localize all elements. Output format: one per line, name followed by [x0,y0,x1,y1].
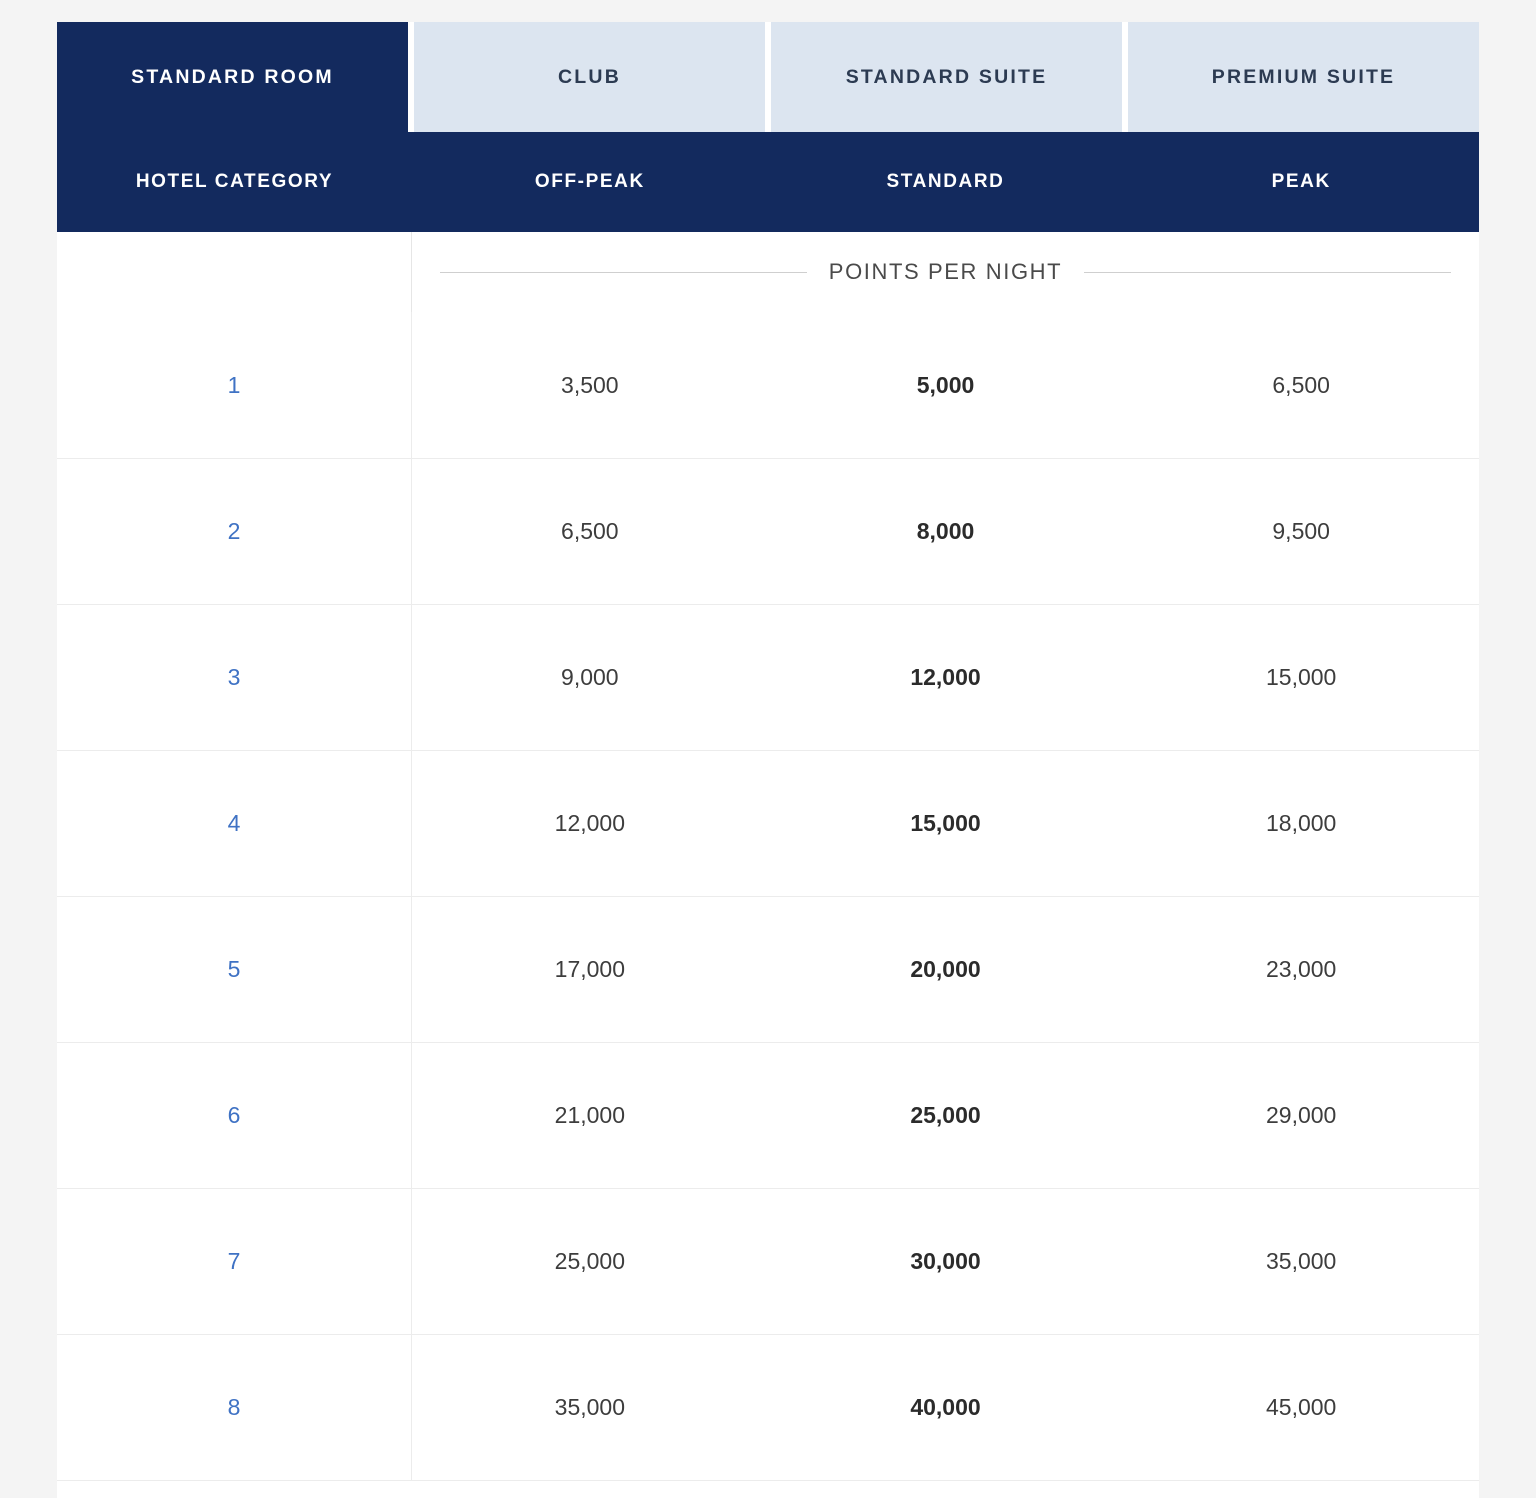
banner-content [412,232,1479,312]
cell-standard: 30,000 [910,1248,981,1274]
cell-peak: 18,000 [1266,810,1337,836]
banner-rule-right [1084,272,1451,273]
award-chart [57,22,1479,1498]
column-header-peak: PEAK [1271,171,1331,192]
category-link[interactable]: 5 [57,897,412,1042]
cell-peak: 23,000 [1266,956,1337,982]
cell-off-peak: 35,000 [554,1394,626,1420]
points-per-night-banner [57,232,1479,312]
tab-club[interactable] [414,22,765,132]
cell-peak: 9,500 [1272,518,1330,544]
cell-standard: 40,000 [910,1394,981,1420]
table-row [57,604,1479,750]
category-link[interactable]: 6 [57,1043,412,1188]
tab-standard-suite-label: STANDARD SUITE [845,65,1048,88]
table-row [57,896,1479,1042]
column-header-hotel-category: HOTEL CATEGORY [135,171,334,192]
table-row [57,1188,1479,1334]
cell-peak: 45,000 [1266,1394,1337,1420]
tab-standard-suite[interactable] [771,22,1122,132]
cell-off-peak: 6,500 [561,518,619,544]
category-link[interactable]: 7 [57,1189,412,1334]
cell-standard: 12,000 [910,664,981,690]
cell-standard: 8,000 [916,518,975,544]
cell-off-peak: 25,000 [554,1248,626,1274]
cell-off-peak: 9,000 [561,664,619,690]
table-row [57,458,1479,604]
tab-standard-room-label: STANDARD ROOM [131,65,334,88]
table-row [57,312,1479,458]
cell-standard: 25,000 [910,1102,981,1128]
cell-off-peak: 12,000 [554,810,626,836]
banner-rule-left [440,272,807,273]
table-footer-spacer [57,1480,1479,1498]
column-header-off-peak: OFF-PEAK [534,171,645,192]
cell-peak: 29,000 [1266,1102,1337,1128]
table-row [57,1042,1479,1188]
tab-premium-suite-label: PREMIUM SUITE [1211,65,1396,88]
cell-peak: 15,000 [1266,664,1337,690]
banner-empty-cell [57,232,412,312]
cell-off-peak: 17,000 [554,956,626,982]
tab-standard-room[interactable] [57,22,408,132]
banner-label: POINTS PER NIGHT [828,259,1063,284]
cell-off-peak: 21,000 [554,1102,626,1128]
category-link[interactable]: 3 [57,605,412,750]
category-link[interactable]: 2 [57,459,412,604]
category-link[interactable]: 1 [57,312,412,458]
cell-standard: 5,000 [916,371,975,398]
cell-peak: 6,500 [1272,371,1330,398]
tab-club-label: CLUB [558,65,621,88]
table-row [57,750,1479,896]
tab-premium-suite[interactable] [1128,22,1479,132]
category-link[interactable]: 4 [57,751,412,896]
category-link[interactable]: 8 [57,1335,412,1480]
cell-standard: 15,000 [910,810,981,836]
cell-standard: 20,000 [910,956,981,982]
cell-off-peak: 3,500 [561,371,619,398]
cell-peak: 35,000 [1266,1248,1337,1274]
table-body [57,312,1479,1480]
table-header-row [57,132,1479,232]
room-type-tabs [57,22,1479,132]
column-header-standard: STANDARD [886,171,1005,192]
table-row [57,1334,1479,1480]
